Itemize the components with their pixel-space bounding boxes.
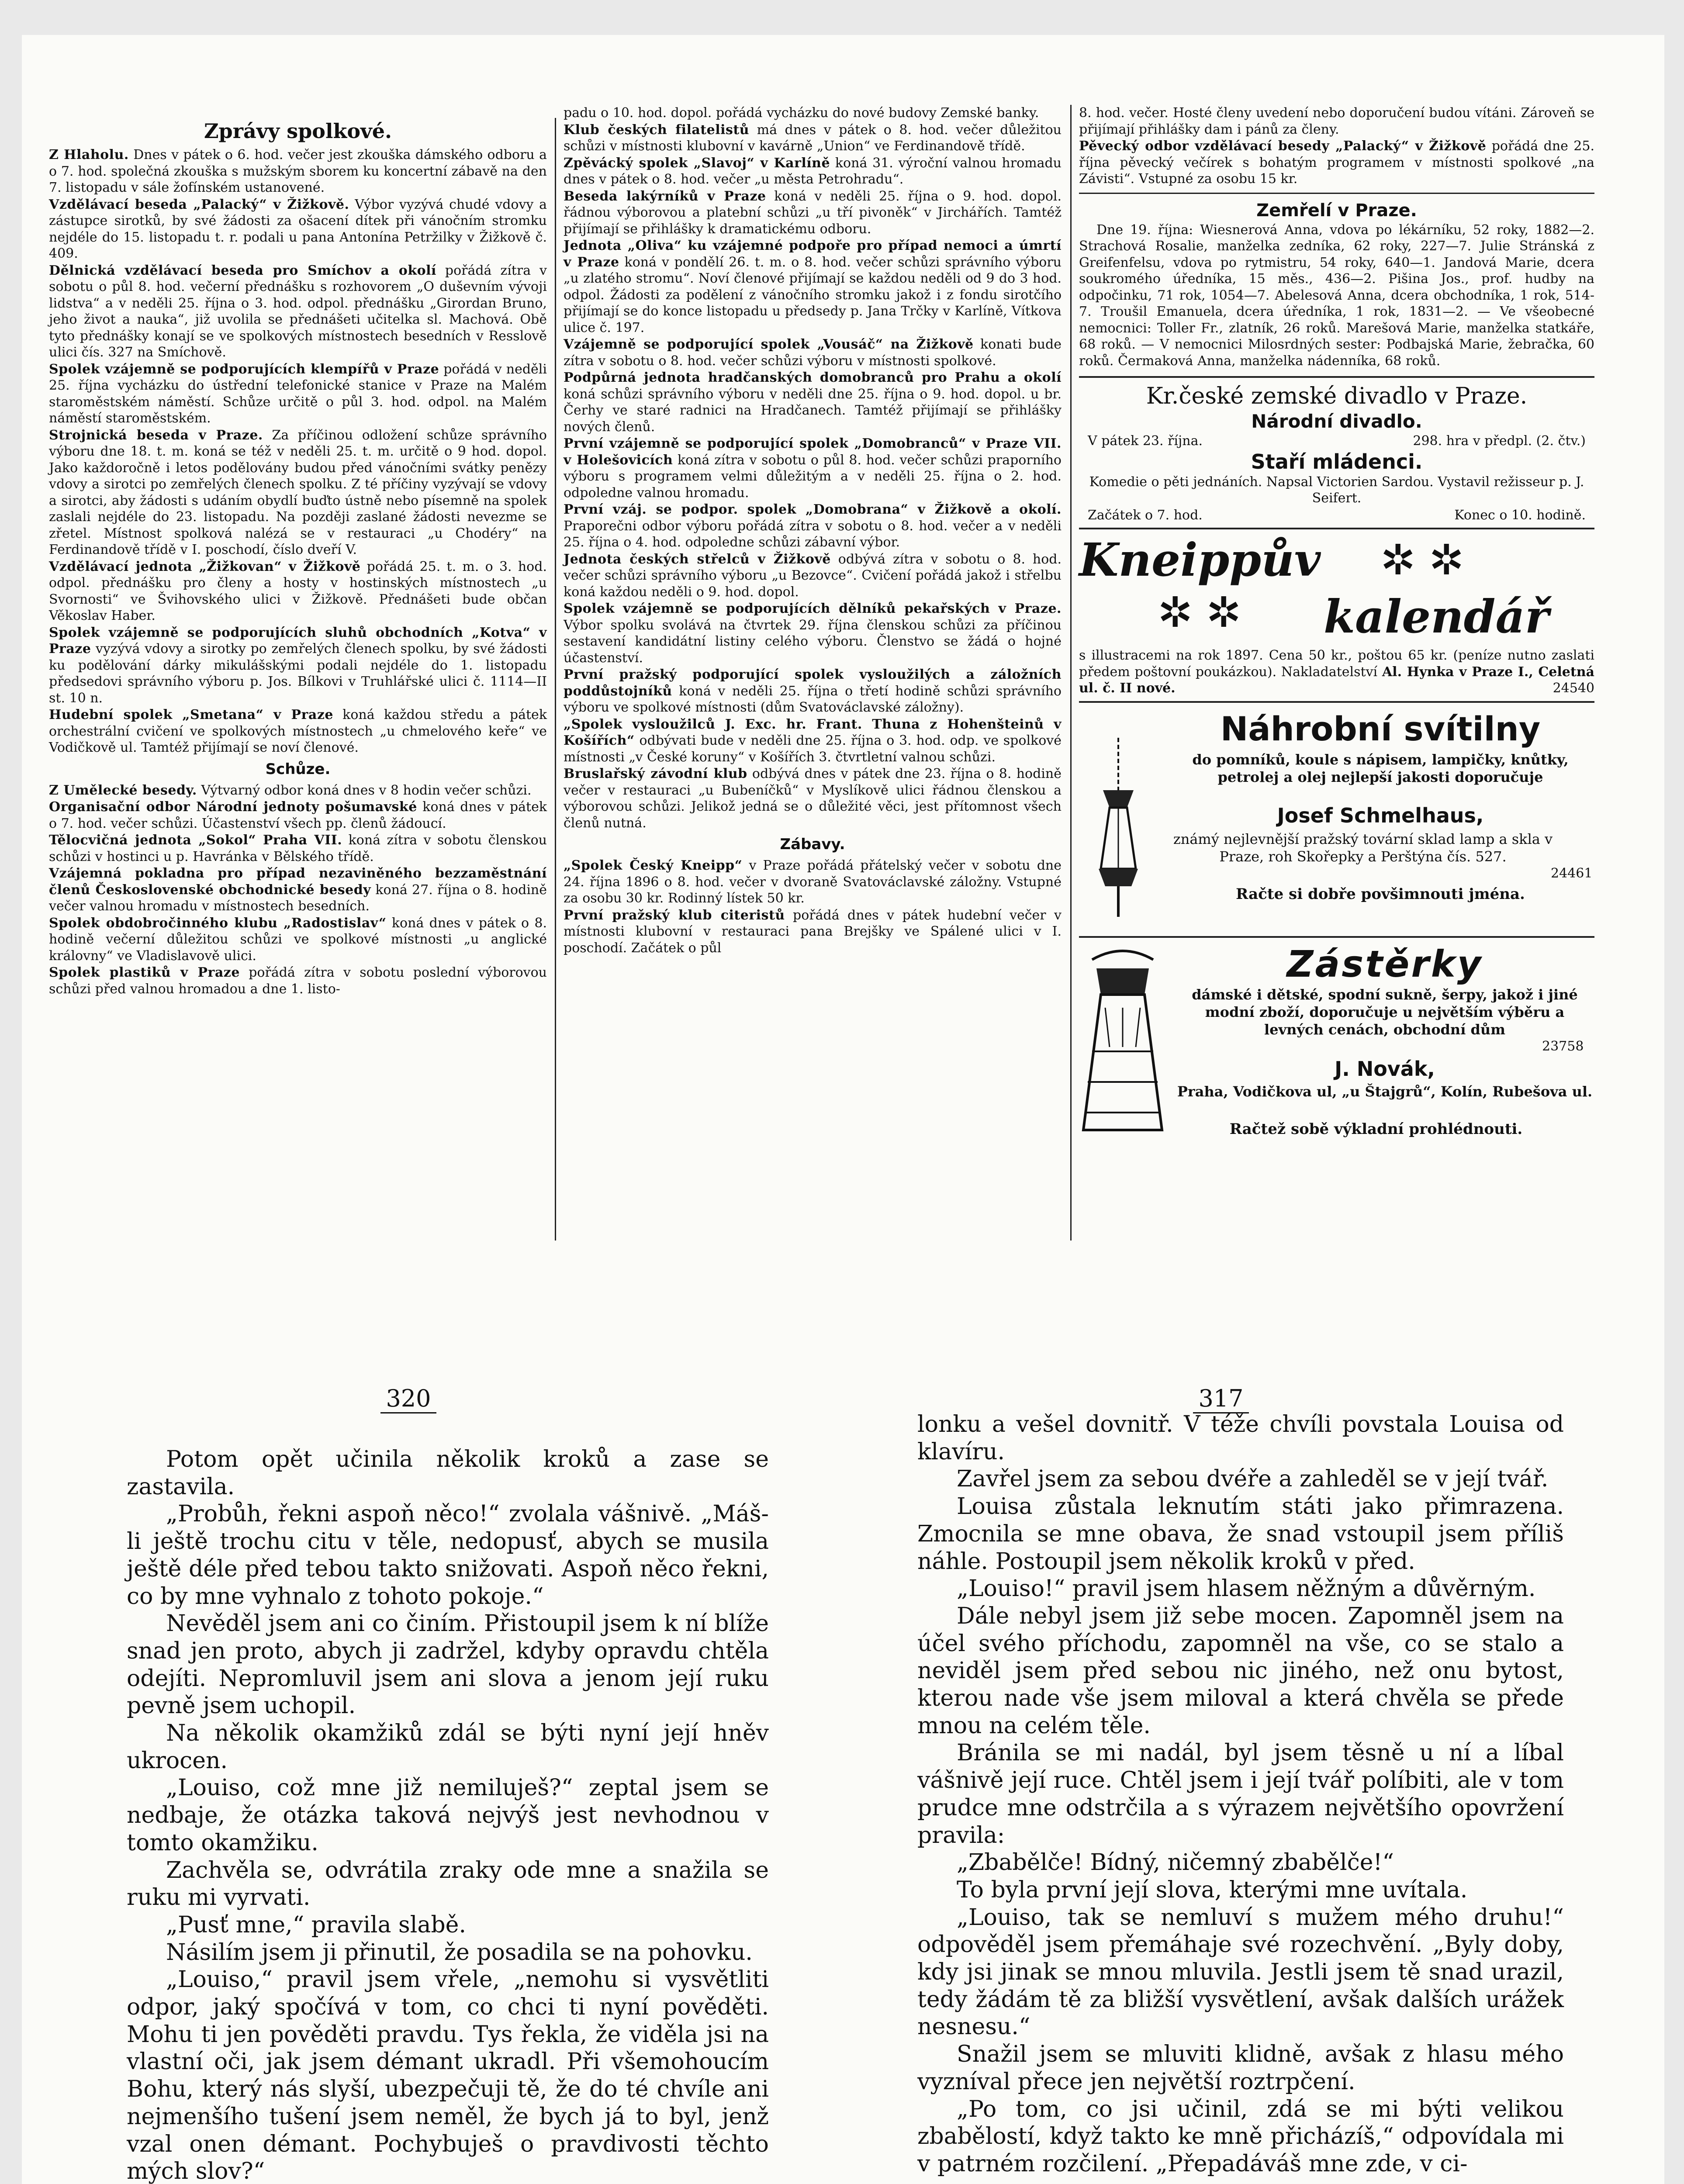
divider [1079, 193, 1594, 194]
news-entry [564, 766, 1062, 831]
entry-org: Spolek vzájemně se podporujících sluhů obchodních „Kotva“ v Praze [49, 625, 547, 657]
entry-text: pořádá dne 25. října pěvecký večírek s bohatým programem v místnosti spolkové „na Závisti“. Vstupné za osobu 15 kr. [1079, 138, 1594, 187]
story-paragraph: Na několik okamžiků zdál se býti nyní její hněv ukrocen. [127, 1720, 769, 1774]
entry-text: pořádá zítra v sobotu poslední výborovou schůzi před valnou hromadou a dne 1. listo- [49, 965, 547, 997]
ad-number: 24461 [1551, 865, 1593, 881]
entry-text: Výtvarný odbor koná dnes v 8 hodin večer schůzi. [197, 782, 532, 798]
entry-org: Vzájemně se podporující spolek „Vousáč“ na Žižkově [564, 337, 974, 352]
entry-org: Zpěvácký spolek „Slavoj“ v Karlíně [564, 155, 830, 171]
entry-org: Pěvecký odbor vzdělávací besedy „Palacký“ v Žižkově [1079, 138, 1487, 154]
news-entry [49, 361, 547, 427]
entry-text: padu o 10. hod. dopol. pořádá vycházku do nové budovy Zemské banky. [564, 105, 1039, 121]
news-entry [49, 799, 547, 832]
entry-org: Z Hlaholu. [49, 147, 129, 162]
apron-ad [1079, 942, 1594, 1143]
play-times [1079, 507, 1594, 524]
entry-text: Dnes v pátek o 6. hod. večer jest zkouška dámského odboru a o 7. hod. společná zkouška s mužským sborem ku koncertní zábavě na den 7. listopadu v sále žofínském ustanovené. [49, 147, 547, 195]
apron-ad-address: Praha, Vodičkova ul, „u Štajgrů“, Kolín, Rubešova ul. [1177, 1083, 1593, 1100]
entry-text: koná každou středu a pátek orchestrální cvičení ve spolkových místnostech „u chmelového keře“ ve Vodičkově ul. Tamtéž přijímají se noví členové. [49, 707, 547, 755]
entry-org: „Spolek Český Kneipp“ [564, 858, 743, 873]
deaths-text: Dne 19. října: Wiesnerová Anna, vdova po lékárníku, 52 roky, 1882—2. Strachová Rosalie, manželka zedníka, 62 roky, 227—7. Julie Stránská z Greifenfelsu, vdova po rytmistru, 54 roky, 640—1. Jandová Marie, dcera soukromého úředníka, 15 měs., 436—2. Pišina Jos., prof. hudby na odpočinku, 71 rok, 1054—7. Abelesová Anna, dcera obchodníka, 1 rok, 514-7. Troušil Emanuela, dcera úředníka, 1 rok, 1831—2. — Ve všeobecné nemocnici: Toller Fr., zlatník, 26 roků. Marešová Marie, manželka statkáře, 68 roků. — V nemocnici Milosrdných sester: Podbajská Marie, žebračka, 60 roků. Čermaková Anna, manželka nádenníka, 68 roků. [1079, 222, 1594, 369]
news-entry [49, 865, 547, 915]
entry-text: Za příčinou odložení schůze správního výboru dne 18. t. m. koná se též v neděli 25. t. m. určitě o 9 hod. dopol. Jako každoročně i letos podělovány budou před vánočními svátky penězy vdovy a sirotci po zemřelých členech spolku. Z té příčiny vyzývají se vdovy a sirotci, aby žádosti s udáním obydlí buďto ústně nebo písemně na spolek zaslali nejdéle do 23. listopadu. Na později zaslané žádosti nevezme se zřetel. Místnost spolková nalézá se v restauraci „u Chodéry“ na Ferdinandově třídě v I. poschodí, číslo dveří V. [49, 427, 547, 557]
news-column-3 [1079, 105, 1594, 1143]
entry-text: odbývati bude v neděli dne 25. října o 3. hod. odp. ve spolkové místnosti „v České koruny“ v Košířích 3. čtvrtletní valnou schůzi. [564, 733, 1062, 765]
theatre-heading: Kr.české zemské divadlo v Praze. [1146, 383, 1528, 409]
entry-org: Klub českých filatelistů [564, 122, 750, 138]
lamp-ad-text: do pomníků, koule s nápisem, lampičky, knůtky, petrolej a olej nejlepší jakosti doporučuje [1192, 751, 1569, 785]
play-title: Staří mládenci. [1251, 449, 1423, 473]
story-paragraph: „Louiso, což mne již nemiluješ?“ zeptal jsem se nedbaje, že otázka taková nejvýš jest nevhodnou v tomto okamžiku. [127, 1775, 769, 1856]
news-entry [1079, 138, 1594, 187]
kneipp-ad [1079, 534, 1594, 647]
kneipp-word-1: Kneippův [1079, 533, 1321, 587]
entry-text: koná v pondělí 26. t. m. o 8. hod. večer schůzi správního výboru „u zlatého stromu“. Noví členové přijímají se každou neděli od 9 do 3 hod. odpol. Žádosti za podělení z vánočního stromku jakož i z fondu sirotčího přijímají se do konce listopadu u předsedy p. Jana Trčky v Karlíně, Vítkova ulice č. 197. [564, 254, 1062, 335]
entry-org: Jednota „Oliva“ ku vzájemné podpoře pro případ nemoci a úmrtí v Praze [564, 238, 1062, 270]
entry-text: Výbor spolku svolává na čtvrtek 29. října členskou schůzi za příčinou sestavení kandidátní listiny celého výboru. Členstvo se žádá o hojné účastenství. [564, 617, 1062, 666]
deaths-heading: Zemřelí v Praze. [1256, 200, 1417, 221]
entry-text: koná dnes v pátek o 7. hod. večer schůzi. Účastenství všech pp. členů žádoucí. [49, 799, 547, 831]
news-entry [49, 147, 547, 196]
lamp-illustration [1079, 738, 1158, 921]
entry-org: Beseda lakýrníků v Praze [564, 188, 766, 204]
snowflake-icon: ✲ ✲ [1380, 536, 1464, 584]
story-paragraph: Nevěděl jsem ani co činím. Přistoupil jsem k ní blíže snad jen proto, abych ji zadržel, kdyby opravdu chtěla odejíti. Nepromluvil jsem ani slova a jenom její ruku pevně jsem uchopil. [127, 1610, 769, 1719]
entry-text: koná zítra v sobotu o půl 8. hod. večer schůzi praporního výboru s programem velmi důležitým a v neděli 25. října o 2. hod. odpoledne valnou hromadu. [564, 452, 1062, 501]
play-description: Komedie o pěti jednáních. Napsal Victorien Sardou. Vystavil režisseur p. J. Seifert. [1089, 474, 1584, 506]
entry-text: má dnes v pátek o 8. hod. večer důležitou schůzi v místnosti klubovní v kavárně „Union“ ve Ferdinandově třídě. [564, 122, 1062, 154]
lamp-ad-address: známý nejlevnější pražský tovární sklad lamp a skla v Praze, roh Skořepky a Perštýna čís. 527. [1173, 830, 1553, 865]
news-entry [564, 716, 1062, 766]
entry-org: Spolek obdobročinného klubu „Radostislav“ [49, 915, 387, 931]
entry-text: vyzývá vdovy a sirotky po zemřelých členech spolku, by své žádosti ku podělování dárky mikulášskými podali nejdéle do 1. listopadu předsedovi správního výboru p. Jos. Bílkovi v Truhlářské ulici č. 1114—II st. 10 n. [49, 641, 547, 706]
entry-org: Organisační odbor Národní jednoty pošumavské [49, 799, 417, 815]
entry-org: „Spolek vysloužilců J. Exc. hr. Frant. Thuna z Hohenšteinů v Košířích“ [564, 716, 1062, 748]
entry-org: Hudební spolek „Smetana“ v Praze [49, 707, 333, 722]
entry-text: koná zítra v sobotu členskou schůzi v hostinci u p. Havránka v Bělského třídě. [49, 833, 547, 864]
entry-text: v Praze pořádá přátelský večer v sobotu dne 24. října 1896 o 8. hod. večer v dvoraně Svatováclavské záložny. Vstupné za osobu 30 kr. Rodinný lístek 50 kr. [564, 858, 1062, 906]
entry-text: Výbor vyzývá chudé vdovy a zástupce sirotků, by své žádosti za ošacení dítek při vánočním stromku nejdéle do 15. listopadu t. r. podali u pana Antonína Petržilky v Žižkově č. 409. [49, 197, 547, 261]
kneipp-publisher: Al. Hynka v Praze I., Celetná ul. č. II nové. [1079, 664, 1594, 696]
story-paragraph: „Pusť mne,“ pravila slabě. [166, 1911, 466, 1938]
entry-org: První vzájemně se podporující spolek „Domobranců“ v Praze VII. v Holešovicích [564, 436, 1062, 468]
left-page-number [365, 1385, 452, 1412]
entry-text: pořádá dnes v pátek hudební večer v místnosti klubovní v restauraci pana Brejšky ve Spálené ulici v I. poschodí. Začátek o půl [564, 907, 1062, 956]
news-entries [49, 147, 547, 756]
story-paragraph: „Probůh, řekni aspoň něco!“ zvolala vášnivě. „Máš-li ještě trochu citu v těle, nedopusť, abych se musila ještě déle před tebou takto snižovati. Aspoň něco řekni, co by mne vyhnalo z tohoto pokoje.“ [127, 1501, 769, 1610]
divider [1079, 376, 1594, 378]
entry-text: koná 27. října o 8. hodině večer valnou hromadu v místnostech besedních. [49, 882, 547, 914]
story-paragraph: Bránila se mi nadál, byl jsem těsně u ní a líbal vášnivě její ruce. Chtěl jsem i její tvář políbiti, ale v tom prudce mne odstrčila a s výrazem největšího opovržení pravila: [917, 1740, 1564, 1849]
news-entry [564, 370, 1062, 435]
entry-org: Spolek vzájemně se podporujících dělníků pekařských v Praze. [564, 601, 1062, 616]
ad-number: 23758 [1542, 1038, 1584, 1054]
news-entry [49, 832, 547, 865]
story-paragraph: Snažil jsem se mluviti klidně, avšak z hlasu mého vyzníval přece jen největší roztrpčení. [917, 2041, 1564, 2095]
story-paragraph: To byla první její slova, kterými mne uvítala. [957, 1876, 1468, 1903]
story-paragraph: „Louiso,“ pravil jsem vřele, „nemohu si vysvětliti odpor, jaký spočívá v tom, co chci ti nyní pověděti. Mohu ti jen pověděti pravdu. Tys řekla, že viděla jsi na vlastní oči, jak jsem démant ukradl. Při všemohoucím Bohu, který nás slyší, ubezpečuji tě, že do té chvíle ani nejmenšího tušení jsem neměl, že bych já to byl, jenž vzal onen démant. Pochybuješ o pravdivosti těchto mých slov?“ [127, 1966, 769, 2184]
entry-org: Spolek vzájemně se podporujících klempířů v Praze [49, 361, 439, 377]
entry-org: Z Umělecké besedy. [49, 782, 197, 798]
entry-text: pořádá zítra v sobotu o půl 8. hod. večerní přednášku s rozhovorem „O duševním vývoji lidstva“ a v neděli 25. října o 3. hod. odpol. přednášku „Girordan Bruno, jeho život a nauka“, již uvolila se přednášeti učitelka sl. Machová. Obě tyto přednášky konají se ve spolkových místnostech besedních v Resslově ulici čís. 327 na Smíchově. [49, 263, 547, 360]
theatre-day: V pátek 23. října. [1088, 433, 1203, 449]
news-entry [564, 501, 1062, 551]
entry-org: Vzájemná pokladna pro případ nezaviněného bezzaměstnání členů Československé obchodnické besedy [49, 866, 547, 898]
entry-text: odbývá zítra v sobotu o 8. hod. večer schůzi správního výboru „u Bezovce“. Cvičení pořádá jakož i střelbu koná každou neděli o 9. hod. dopol. [564, 551, 1062, 600]
story-paragraph: Násilím jsem ji přinutil, že posadila se na pohovku. [166, 1939, 753, 1966]
news-entries [564, 105, 1062, 831]
entry-org: Spolek plastiků v Praze [49, 965, 240, 980]
news-entry [564, 122, 1062, 155]
page-number-text: 317 [1193, 1385, 1248, 1413]
news-column-2 [564, 105, 1062, 957]
entry-org: Dělnická vzdělávací beseda pro Smíchov a okolí [49, 263, 436, 278]
story-paragraph: lonku a vešel dovnitř. V téže chvíli povstala Louisa od klavíru. [917, 1411, 1564, 1465]
apron-illustration-icon [1079, 942, 1166, 1134]
lamp-ad [1079, 707, 1594, 934]
news-entry [564, 105, 1062, 121]
news-entry [564, 551, 1062, 601]
divider [1079, 936, 1594, 938]
news-entry [564, 601, 1062, 666]
entry-text: odbývá dnes v pátek dne 23. října o 8. hodině večer v restauraci „u Bubeníčků“ v Myslíkově ulici řádnou členskou a výborovou schůzi. Jelikož jedná se o důležité věci, jest přítomnost všech členů nutná. [564, 766, 1062, 831]
entry-text: Praporečni odbor výboru pořádá zítra v sobotu o 8. hod. večer a v neděli 25. října o 4. hod. odpoledne schůzi zábavní výbor. [564, 518, 1062, 550]
entry-text: koná v neděli 25. října o 9. hod. dopol. řádnou výborovou a platební schůzi „u tří pivoněk“ v Jirchářích. Tamtéž přijímají se přihlášky k dramatickému odboru. [564, 188, 1062, 237]
entry-text: pořádá v neděli 25. října vycházku do ústřední telefonické stanice v Praze na Malém staroměstském náměstí. Schůze určitě o půl 3. hod. odpol. na Malém náměstí staroměstském. [49, 361, 547, 426]
divider [1079, 528, 1594, 529]
news-entry [564, 188, 1062, 238]
entry-text: 8. hod. večer. Hosté členy uvedení nebo doporučení budou vítáni. Zároveň se přijímají přihlášky dam i pánů za členy. [1079, 105, 1594, 137]
story-paragraph: „Po tom, co jsi učinil, zdá se mi býti velikou zbabělostí, když takto ke mně přicházíš,“ odpovídala mi v patrném rozčilení. „Přepadáváš mne zde, v ci- [917, 2096, 1564, 2177]
news-entry [49, 263, 547, 361]
story-paragraph: Dále nebyl jsem již sebe mocen. Zapomněl jsem na účel svého příchodu, zapomněl na vše, co se stalo a neviděl jsem před sebou nic jiného, než onu bytost, kterou nade vše jsem miloval a která chvěla se přede mnou na celém těle. [917, 1603, 1564, 1739]
column-divider [555, 118, 556, 1241]
entry-org: Strojnická beseda v Praze. [49, 427, 263, 443]
news-entry [49, 707, 547, 756]
news-entry [564, 238, 1062, 336]
divider [1079, 701, 1594, 703]
entry-org: Vzdělávací jednota „Žižkovan“ v Žižkově [49, 559, 361, 574]
kneipp-word-2: kalendář [1324, 590, 1549, 643]
news-entry [564, 857, 1062, 907]
theatre-subheading: Národní divadlo. [1251, 411, 1422, 432]
story-paragraph: Zavřel jsem za sebou dvéře a zahleděl se v její tvář. [957, 1466, 1549, 1493]
snowflake-icon: ✲ ✲ [1158, 588, 1241, 637]
section-heading: Schůze. [265, 760, 331, 778]
page-number-text: 320 [380, 1385, 436, 1413]
entry-text: koná dnes v pátek o 8. hodině večerní důležitou schůzi ve spolkové místnosti „u anglické královny“ ve Vladislavově ulici. [49, 915, 547, 964]
play-start: Začátek o 7. hod. [1088, 507, 1203, 523]
news-entry [49, 782, 547, 799]
entry-org: Jednota českých střelců v Žižkově [564, 551, 831, 567]
section-heading: Zábavy. [780, 836, 845, 853]
story-paragraph: „Louiso!“ pravil jsem hlasem něžným a důvěrným. [957, 1576, 1536, 1602]
story-paragraph: „Louiso, tak se nemluví s mužem mého druhu!“ odpověděl jsem přemáhaje své rozechvění. „Byly doby, kdy jsi jinak se mnou mluvila. Jestli jsem tě snad urazil, tedy žádám tě za bližší vysvětlení, avšak dalších urážek nesnesu.“ [917, 1904, 1564, 2040]
column-divider [1070, 105, 1072, 1241]
entry-text: koná v neděli 25. října o třetí hodině schůzi správního výboru ve spolkové místnosti (dům Svatováclavské záložny). [564, 683, 1062, 715]
news-entry [49, 197, 547, 262]
entry-text: koná 31. výroční valnou hromadu dnes v pátek o 8. hod. večer „u města Petrohradu“. [564, 155, 1062, 187]
news-entry [49, 915, 547, 964]
right-page-number [1177, 1385, 1265, 1412]
news-entry [49, 427, 547, 558]
news-column-1 [49, 118, 547, 998]
kneipp-details: s illustracemi na rok 1897. Cena 50 kr., poštou 65 kr. (peníze nutno zaslati předem poštovní poukázkou). Nakladatelství [1079, 648, 1594, 680]
lamp-ad-name: Josef Schmelhaus, [1277, 803, 1484, 827]
story-paragraph: Zachvěla se, odvrátila zraky ode mne a snažila se ruku mi vyrvati. [127, 1857, 769, 1911]
news-entry [49, 559, 547, 624]
entry-org: Tělocvičná jednota „Sokol“ Praha VII. [49, 833, 342, 848]
news-entry [49, 964, 547, 997]
news-entry [564, 435, 1062, 501]
entry-org: První pražský podporující spolek vysloužilých a záložních poddůstojníků [564, 667, 1062, 699]
entry-org: První pražský klub citeristů [564, 907, 785, 923]
entry-text: konati bude zítra v sobotu o 8. hod. večer schůzi výboru v místnosti spolkové. [564, 337, 1062, 369]
entry-org: Bruslařský závodní klub [564, 766, 747, 781]
news-entry [564, 667, 1062, 716]
column-title: Zprávy spolkové. [204, 119, 392, 143]
news-entries-entertainment [564, 857, 1062, 956]
news-entry [564, 907, 1062, 957]
apron-ad-title: Zástěrky [1286, 942, 1483, 985]
story-left-column [127, 1446, 769, 2184]
theatre-performance: 298. hra v předpl. (2. čtv.) [1413, 433, 1586, 449]
entry-org: Vzdělávací beseda „Palacký“ v Žižkově. [49, 197, 349, 212]
lamp-ad-note: Račte si dobře povšimnouti jména. [1236, 885, 1525, 903]
news-entry [49, 625, 547, 707]
scanned-page [22, 35, 1664, 2184]
theatre-row [1079, 433, 1594, 449]
entry-text: pořádá 25. t. m. o 3. hod. odpol. přednášku pro členy a hosty v hostinských místnostech „u Svornosti“ ve Švihovského ulici v Žižkově. Přednášeti bude občan Věkoslav Haber. [49, 559, 547, 623]
lamp-ad-title: Náhrobní svítilny [1220, 709, 1541, 748]
entry-org: První vzáj. se podpor. spolek „Domobrana“ v Žižkově a okolí. [564, 502, 1062, 517]
news-entry [564, 155, 1062, 188]
story-paragraph: Louisa zůstala leknutím státi jako přimrazena. Zmocnila se mne obava, že snad vstoupil jsem příliš náhle. Postoupil jsem několik kroků v před. [917, 1493, 1564, 1575]
news-entry [564, 336, 1062, 369]
news-entries-meetings [49, 782, 547, 998]
story-right-column [917, 1411, 1564, 2178]
apron-ad-name: J. Novák, [1335, 1057, 1435, 1081]
lantern-icon [1079, 738, 1158, 921]
apron-ad-note: Račtež sobě výkladní prohlédnouti. [1229, 1120, 1523, 1138]
kneipp-text [1079, 647, 1594, 697]
story-paragraph: „Zbabělče! Bídný, ničemný zbabělče!“ [957, 1849, 1394, 1876]
entry-org: Podpůrná jednota hradčanských domobranců pro Prahu a okolí [564, 370, 1062, 385]
ad-number: 24540 [1553, 681, 1594, 696]
story-paragraph: Potom opět učinila několik kroků a zase se zastavila. [127, 1446, 769, 1500]
play-end: Konec o 10. hodině. [1454, 507, 1586, 523]
entry-text: koná schůzi správního výboru v neděli dne 25. října o 9. hod. dopol. u br. Čerhy ve staré radnici na Hradčanech. Tamtéž přijímají se přihlášky nových členů. [564, 386, 1062, 435]
apron-ad-text: dámské i dětské, spodní sukně, šerpy, jakož i jiné modní zboží, doporučuje u největším výběru a levných cenách, obchodní dům [1192, 986, 1578, 1038]
